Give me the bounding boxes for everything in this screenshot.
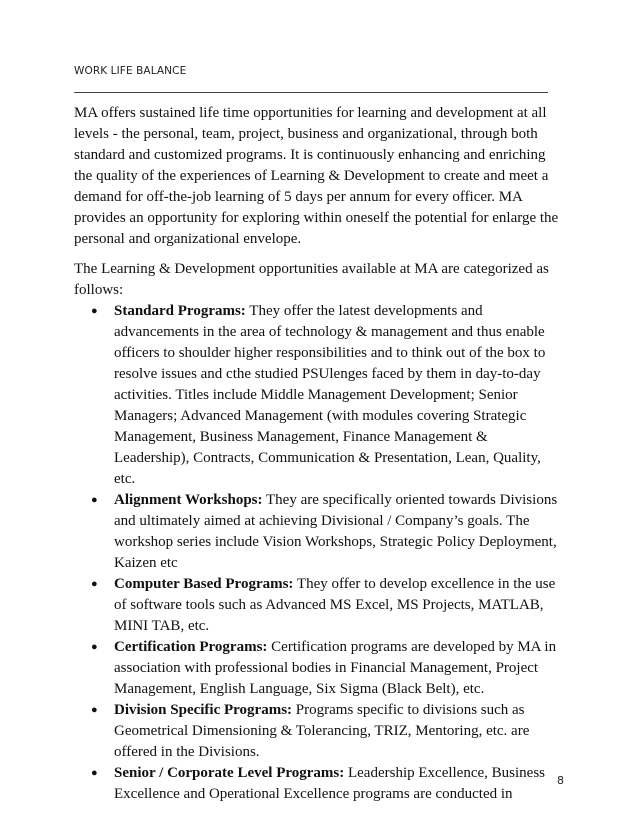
bullet-icon: ● <box>91 494 98 506</box>
program-term: Computer Based Programs: <box>114 576 294 592</box>
document-body <box>74 103 564 805</box>
bullet-icon: ● <box>91 305 98 317</box>
program-description: Certification programs are developed by MA in association with professional bodies in Financial Management, Project Management, English Language, Six Sigma (Black Belt), etc. <box>114 639 557 697</box>
intro-paragraph: MA offers sustained life time opportunities for learning and development at all levels - the personal, team, project, business and organizational, through both standard and customized programs. It is continuously enhancing and enriching the quality of the experiences of Learning & Development to create and meet a demand for off-the-job learning of 5 days per annum for every officer. MA provides an opportunity for exploring within oneself the potential for enlarge the personal and organizational envelope. <box>74 105 559 247</box>
program-description: They are specifically oriented towards Divisions and ultimately aimed at achieving Divisional / Company’s goals. The workshop series include Vision Workshops, Strategic Policy Deployment, Kaizen etc <box>114 492 558 571</box>
header-divider <box>74 92 548 93</box>
list-item-standard-programs <box>74 301 564 490</box>
program-term: Alignment Workshops: <box>114 492 263 508</box>
bullet-icon: ● <box>91 641 98 653</box>
program-term: Certification Programs: <box>114 639 268 655</box>
list-item-computer-based-programs <box>74 574 564 637</box>
categories-lead-paragraph: The Learning & Development opportunities available at MA are categorized as follows: <box>74 261 549 298</box>
bullet-icon: ● <box>91 704 98 716</box>
program-term: Division Specific Programs: <box>114 702 293 718</box>
program-description: They offer the latest developments and advancements in the area of technology & management and thus enable officers to shoulder higher responsibilities and to think out of the box to resolve issues and cthe studied PSUlenges faced by them in day-to-day activities. Titles include Middle Management Development; Senior Managers; Advanced Management (with modules covering Strategic Management, Business Management, Finance Management & Leadership), Contracts, Communication & Presentation, Lean, Quality, etc. <box>114 303 546 487</box>
page-number: 8 <box>557 774 564 787</box>
program-term: Standard Programs: <box>114 303 246 319</box>
bullet-icon: ● <box>91 767 98 779</box>
list-item-alignment-workshops <box>74 490 564 574</box>
list-item-division-specific-programs <box>74 700 564 763</box>
program-description: Leadership Excellence, Business Excellence and Operational Excellence programs are conducted in <box>114 765 545 802</box>
program-term: Senior / Corporate Level Programs: <box>114 765 345 781</box>
list-item-senior-corporate-programs <box>74 763 564 805</box>
program-list <box>74 301 564 805</box>
document-header: WORK LIFE BALANCE <box>74 65 187 77</box>
program-description: They offer to develop excellence in the use of software tools such as Advanced MS Excel, MS Projects, MATLAB, MINI TAB, etc. <box>114 576 556 634</box>
bullet-icon: ● <box>91 578 98 590</box>
program-description: Programs specific to divisions such as Geometrical Dimensioning & Tolerancing, TRIZ, Mentoring, etc. are offered in the Divisions. <box>114 702 530 760</box>
list-item-certification-programs <box>74 637 564 700</box>
